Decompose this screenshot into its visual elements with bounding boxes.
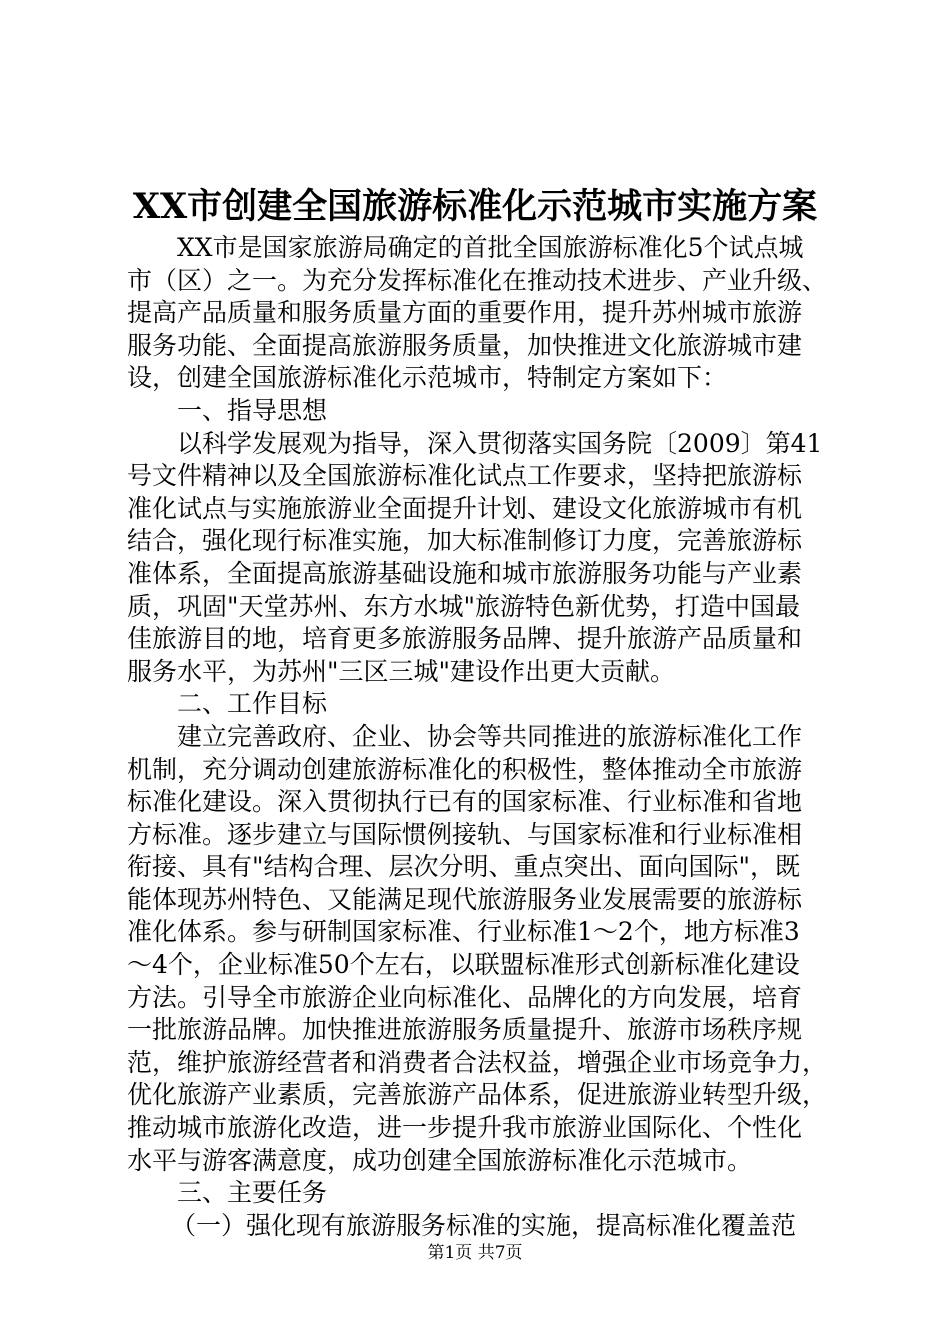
paragraph-line: 准化试点与实施旅游业全面提升计划、建设文化旅游城市有机 bbox=[127, 493, 803, 523]
paragraph-line: 市（区）之一。为充分发挥标准化在推动技术进步、产业升级、 bbox=[127, 265, 828, 295]
paragraph-line: 结合，强化现行标准实施，加大标准制修订力度，完善旅游标 bbox=[127, 526, 803, 556]
paragraph-line: 设，创建全国旅游标准化示范城市，特制定方案如下： bbox=[127, 363, 728, 393]
paragraph-line: 衔接、具有"结构合理、层次分明、重点突出、面向国际"，既 bbox=[127, 852, 801, 882]
section-heading: 一、指导思想 bbox=[177, 395, 328, 425]
paragraph-line: ～4个，企业标准50个左右，以联盟标准形式创新标准化建设 bbox=[127, 950, 800, 980]
paragraph-line: 建立完善政府、企业、协会等共同推进的旅游标准化工作 bbox=[177, 721, 803, 751]
paragraph-line: 能体现苏州特色、又能满足现代旅游服务业发展需要的旅游标 bbox=[127, 884, 803, 914]
paragraph-line: 质，巩固"天堂苏州、东方水城"旅游特色新优势，打造中国最 bbox=[127, 591, 801, 621]
paragraph-line: 准化体系。参与研制国家标准、行业标准1～2个，地方标准3 bbox=[127, 917, 800, 947]
paragraph-line: 准体系，全面提高旅游基础设施和城市旅游服务功能与产业素 bbox=[127, 558, 803, 588]
paragraph-line: XX市是国家旅游局确定的首批全国旅游标准化5个试点城 bbox=[177, 233, 804, 262]
paragraph-line: 水平与游客满意度，成功创建全国旅游标准化示范城市。 bbox=[127, 1145, 753, 1175]
document-body bbox=[127, 232, 842, 1242]
paragraph-line: 范，维护旅游经营者和消费者合法权益，增强企业市场竞争力， bbox=[127, 1047, 828, 1077]
paragraph-line: 方法。引导全市旅游企业向标准化、品牌化的方向发展，培育 bbox=[127, 982, 803, 1012]
paragraph-line: 推动城市旅游化改造，进一步提升我市旅游业国际化、个性化 bbox=[127, 1113, 803, 1143]
page-number-footer: 第1页 共7页 bbox=[427, 1243, 523, 1263]
paragraph-line: 佳旅游目的地，培育更多旅游服务品牌、提升旅游产品质量和 bbox=[127, 624, 803, 654]
paragraph-line: 号文件精神以及全国旅游标准化试点工作要求，坚持把旅游标 bbox=[127, 461, 803, 491]
paragraph-line: 提高产品质量和服务质量方面的重要作用，提升苏州城市旅游 bbox=[127, 298, 803, 328]
paragraph-line: 标准化建设。深入贯彻执行已有的国家标准、行业标准和省地 bbox=[127, 787, 803, 817]
paragraph-line: 服务水平，为苏州"三区三城"建设作出更大贡献。 bbox=[127, 656, 675, 686]
paragraph-line: 一批旅游品牌。加快推进旅游服务质量提升、旅游市场秩序规 bbox=[127, 1015, 803, 1045]
document-title: XX市创建全国旅游标准化示范城市实施方案 bbox=[132, 186, 818, 227]
section-heading: 三、主要任务 bbox=[177, 1178, 328, 1208]
section-heading: 二、工作目标 bbox=[177, 689, 328, 719]
paragraph-line: 优化旅游产业素质，完善旅游产品体系，促进旅游业转型升级， bbox=[127, 1080, 828, 1110]
subsection-heading: （一）强化现有旅游服务标准的实施，提高标准化覆盖范 bbox=[171, 1210, 797, 1240]
paragraph-line: 方标准。逐步建立与国际惯例接轨、与国家标准和行业标准相 bbox=[127, 819, 803, 849]
paragraph-line: 以科学发展观为指导，深入贯彻落实国务院〔2009〕第41 bbox=[177, 428, 823, 458]
paragraph-line: 服务功能、全面提高旅游服务质量，加快推进文化旅游城市建 bbox=[127, 330, 803, 360]
paragraph-line: 机制，充分调动创建旅游标准化的积极性，整体推动全市旅游 bbox=[127, 754, 803, 784]
